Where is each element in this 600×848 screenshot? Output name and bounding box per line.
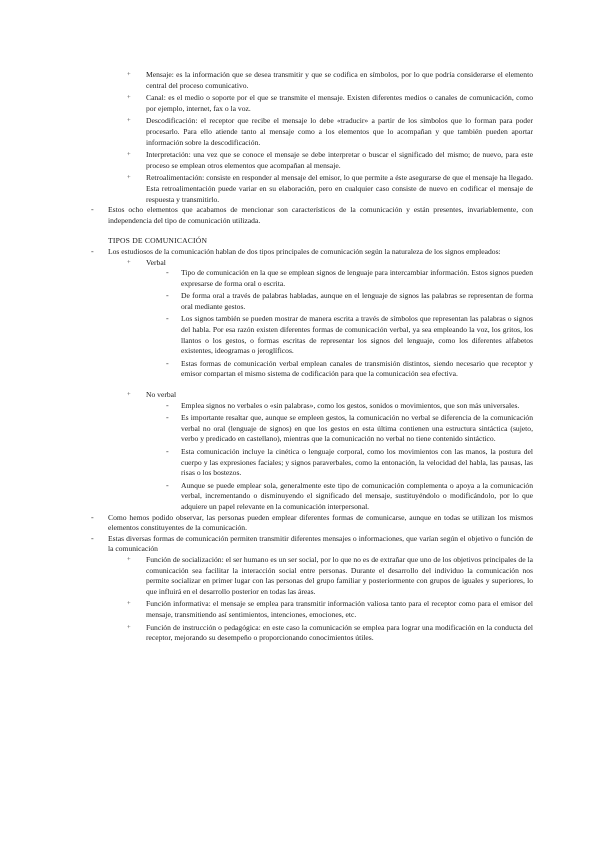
verbal-heading-block — [0, 258, 600, 269]
dash-marker-icon: - — [166, 413, 169, 423]
observation-paragraph: - Como hemos podido observar, las personas pueden emplear diferentes formas de comunicarse, aunque en todas se utilizan los mismos elementos constituyentes de la comunicación. — [91, 512, 533, 533]
list-item: - Es importante resaltar que, aunque se empleen gestos, la comunicación no verbal se diferencia de la comunicación verbal no oral (lenguaje de signos) en que los gestos en esta última contienen una estructura sintáctica (sujeto, verbo y predicado en castellano), mientras que la comunicación no verbal no tiene contenido sintáctico. — [166, 413, 533, 444]
plus-marker-icon: + — [127, 600, 131, 608]
list-item: + Descodificación: el receptor que recibe el mensaje lo debe «traducir» a partir de los símbolos que lo forman para poder procesarlo. Para ello atiende tanto al mensaje como a los elementos que lo acompañan y que también pueden aportar información sobre la descodificación. — [127, 116, 533, 147]
plus-marker-icon: + — [127, 71, 131, 78]
noverbal-heading-block — [0, 390, 600, 401]
dash-marker-icon: - — [91, 246, 94, 256]
dash-marker-icon: - — [166, 480, 169, 490]
list-item: + Función de instrucción o pedagógica: en este caso la comunicación se emplea para lograr una modificación en la conducta del receptor, mejorando su desempeño o proporcionando conocimientos útiles. — [127, 622, 533, 643]
dash-marker-icon: - — [91, 205, 94, 215]
dash-marker-icon: - — [166, 358, 169, 368]
list-item: + Función de socialización: el ser humano es un ser social, por lo que no es de extrañar que uno de los objetivos principales de la comunicación sea facilitar la interacción social entre personas. Durante el desarrollo del individuo la comunicación nos permite socializar en primer lugar con las personas del grupo familiar y posteriormente con grupos de iguales y superiores, lo que influirá en el desarrollo posterior en todas las áreas. — [127, 554, 533, 596]
plus-marker-icon: + — [127, 391, 131, 399]
intro-block — [0, 247, 600, 258]
list-item: - Esta comunicación incluye la cinética o lenguaje corporal, como los movimientos con las manos, la postura del cuerpo y las expresiones faciales; y signos paraverbales, como la entonación, la velocidad del habla, las pausas, las risas o los bostezos. — [166, 447, 533, 478]
section-heading-block — [0, 236, 600, 247]
plus-marker-icon: + — [127, 174, 131, 182]
noverbal-label: + No verbal — [127, 390, 177, 400]
plus-marker-icon: + — [127, 623, 131, 631]
list-item: + Función informativa: el mensaje se emplea para transmitir información valiosa tanto para el receptor como para el emisor del mensaje, transmitiendo así sentimientos, intenciones, emociones, etc. — [127, 599, 533, 619]
dash-marker-icon: - — [166, 268, 169, 278]
dash-marker-icon: - — [166, 291, 169, 301]
list-item: - Aunque se puede emplear sola, generalmente este tipo de comunicación complementa o apoya a la comunicación verbal, incrementando o disminuyendo el significado del mensaje, sustituyéndolo o modificándolo, por lo que adquiere un papel relevante en la comunicación interpersonal. — [166, 480, 533, 511]
intro-paragraph: - Los estudiosos de la comunicación hablan de dos tipos principales de comunicación según la naturaleza de los signos empleados: — [91, 246, 501, 256]
dash-marker-icon: - — [91, 512, 94, 522]
plus-marker-icon: + — [127, 555, 131, 563]
list-item: + Retroalimentación: consiste en responder al mensaje del emisor, lo que permite a éste asegurarse de que el mensaje ha llegado. Esta retroalimentación puede variar en su elaboración, pero en cualquier caso consiste de nuevo en codificar el mensaje de respuesta y transmitirlo. — [127, 173, 533, 204]
dash-marker-icon: - — [166, 447, 169, 456]
list-item: - Estas formas de comunicación verbal emplean canales de transmisión distintos, siendo necesario que receptor y emisor compartan el mismo sistema de codificación para que la comunicación sea efectiva. — [166, 358, 533, 379]
dash-marker-icon: - — [166, 400, 169, 410]
list-item: + Mensaje: es la información que se desea transmitir y que se codifica en símbolos, por lo que podría considerarse el elemento central del proceso comunicativo. — [127, 70, 533, 90]
document-body — [0, 70, 600, 644]
list-item: + Interpretación: una vez que se conoce el mensaje se debe interpretar o buscar el significado del mismo; de nuevo, para este proceso se emplean otros elementos que acompañan al mensaje. — [127, 150, 533, 170]
plus-marker-icon: + — [127, 94, 131, 102]
list-item: - Los signos también se pueden mostrar de manera escrita a través de símbolos que representan las palabras o signos del habla. Por esa razón existen diferentes formas de comunicación verbal, ya sea empleando la voz, los gritos, los llantos o los gestos, o formas escritas de representar los signos del lenguaje, como los diferentes alfabetos existentes, ideogramas o jeroglíficos. — [166, 314, 533, 356]
dash-marker-icon: - — [166, 314, 169, 324]
functions-list — [0, 555, 600, 644]
list-item: - De forma oral a través de palabras habladas, aunque en el lenguaje de signos las palabras se representan de forma oral mediante gestos. — [166, 291, 533, 311]
element-list — [0, 70, 600, 205]
dash-marker-icon: - — [91, 533, 94, 543]
list-item: + Canal: es el medio o soporte por el que se transmite el mensaje. Existen diferentes medios o canales de comunicación, como por ejemplo, internet, fax o la voz. — [127, 93, 533, 113]
observation-block — [0, 513, 600, 555]
verbal-list — [0, 268, 600, 380]
list-item: - Tipo de comunicación en la que se emplean signos de lenguaje para intercambiar información. Estos signos pueden expresarse de forma oral o escrita. — [166, 268, 533, 288]
noverbal-list — [0, 401, 600, 513]
summary-block — [0, 205, 600, 226]
summary-paragraph: - Estos ocho elementos que acabamos de mencionar son característicos de la comunicación y están presentes, invariablemente, con independencia del tipo de comunicación utilizada. — [91, 205, 533, 225]
plus-marker-icon: + — [127, 258, 131, 266]
section-heading: TIPOS DE COMUNICACIÓN — [108, 236, 208, 246]
purpose-paragraph: - Estas diversas formas de comunicación permiten transmitir diferentes mensajes o informaciones, que varían según el objetivo o función de la comunicación — [91, 533, 533, 554]
plus-marker-icon: + — [127, 117, 131, 125]
plus-marker-icon: + — [127, 151, 131, 159]
list-item: - Emplea signos no verbales o «sin palabras», como los gestos, sonidos o movimientos, que son más universales. — [166, 400, 520, 410]
verbal-label: + Verbal — [127, 257, 166, 267]
